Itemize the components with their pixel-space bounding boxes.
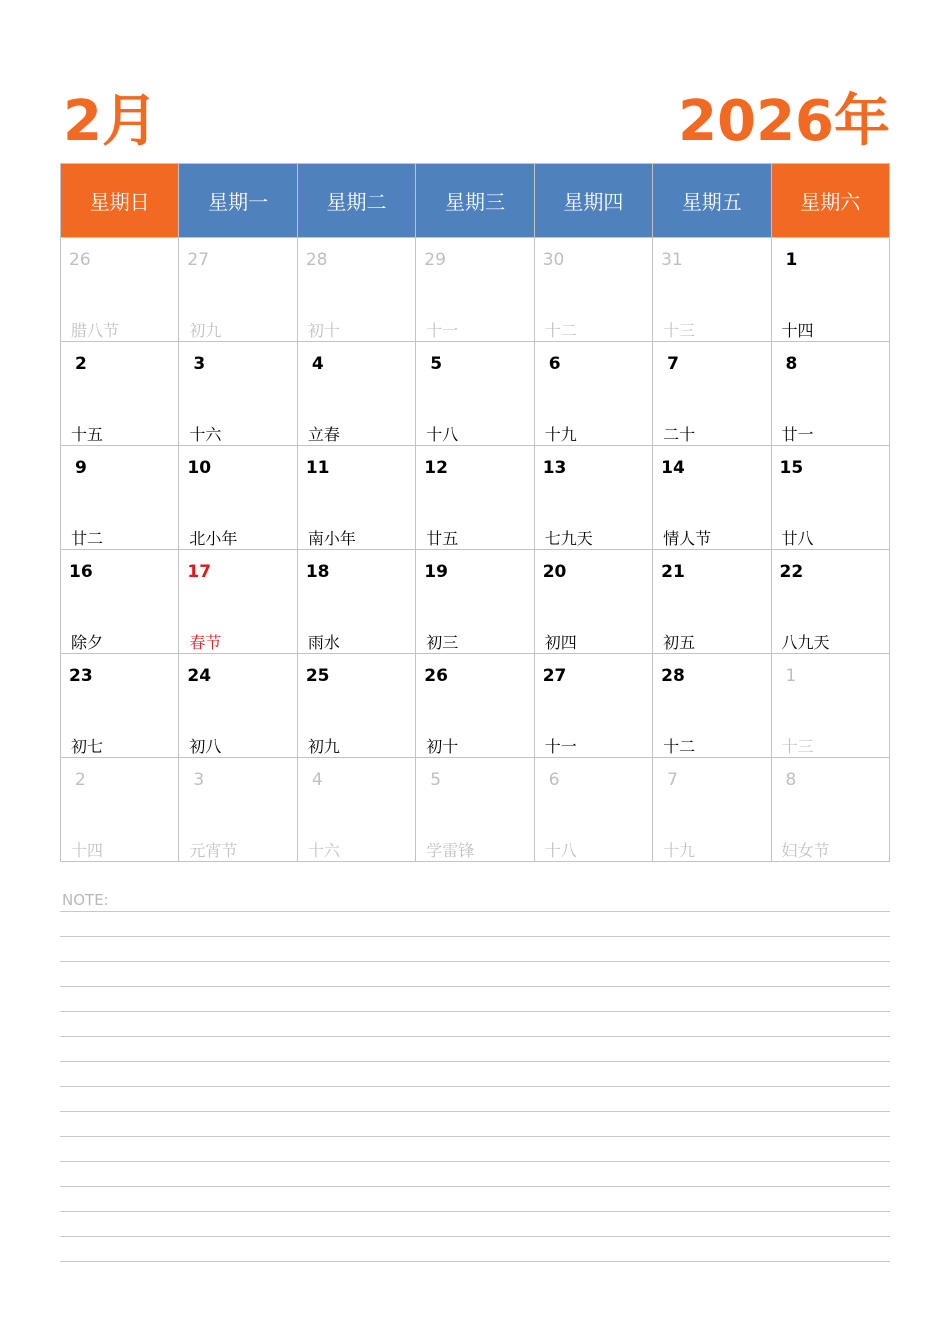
day-cell	[179, 446, 297, 550]
lunar-date: 雨水	[307, 633, 340, 652]
lunar-date: 廿一	[781, 425, 814, 444]
lunar-date: 南小年	[307, 529, 356, 548]
day-number: 7	[667, 770, 678, 790]
lunar-date: 十九	[544, 425, 577, 444]
lunar-date: 初十	[426, 737, 459, 756]
lunar-date: 十八	[544, 841, 577, 860]
day-cell	[534, 758, 652, 862]
lunar-date: 十四	[71, 841, 104, 860]
note-lines	[60, 911, 890, 1286]
lunar-date: 除夕	[71, 633, 104, 652]
day-number: 30	[542, 250, 565, 270]
day-number: 22	[779, 562, 804, 582]
day-cell	[771, 342, 889, 446]
day-number: 27	[187, 250, 210, 270]
lunar-date: 廿五	[426, 529, 459, 548]
lunar-date: 七九天	[544, 529, 593, 548]
day-number: 1	[785, 666, 797, 686]
lunar-date: 十四	[781, 321, 814, 340]
week-row	[61, 758, 890, 862]
lunar-date: 十六	[307, 841, 340, 860]
day-cell	[61, 238, 179, 342]
day-cell	[534, 446, 652, 550]
day-number: 12	[424, 458, 448, 478]
day-cell	[771, 758, 889, 862]
lunar-date: 北小年	[189, 529, 238, 548]
day-number: 17	[187, 562, 212, 582]
lunar-date: 妇女节	[781, 841, 830, 860]
lunar-date: 春节	[189, 633, 222, 652]
day-number: 5	[430, 770, 442, 790]
day-cell	[61, 550, 179, 654]
lunar-date: 初九	[189, 321, 222, 340]
day-cell	[297, 654, 415, 758]
weekday-header-mon: 星期一	[179, 164, 297, 238]
day-number: 29	[424, 250, 446, 270]
day-cell	[179, 238, 297, 342]
note-line	[60, 1236, 890, 1261]
lunar-date: 元宵节	[189, 841, 238, 860]
day-cell	[771, 550, 889, 654]
day-cell	[653, 446, 771, 550]
day-number: 7	[667, 354, 679, 374]
day-cell	[416, 758, 534, 862]
day-number: 2	[75, 770, 86, 790]
lunar-date: 初三	[426, 633, 459, 652]
week-row	[61, 342, 890, 446]
day-number: 24	[187, 666, 212, 686]
day-cell	[771, 654, 889, 758]
day-cell	[297, 446, 415, 550]
day-cell	[653, 654, 771, 758]
day-cell	[61, 758, 179, 862]
day-cell	[297, 342, 415, 446]
note-line	[60, 1186, 890, 1211]
day-number: 16	[69, 562, 93, 582]
lunar-date: 十六	[189, 425, 222, 444]
lunar-date: 初八	[189, 737, 222, 756]
day-number: 19	[424, 562, 448, 582]
week-row	[61, 446, 890, 550]
month-title: 2月	[63, 89, 158, 154]
day-number: 4	[311, 770, 323, 790]
day-cell	[61, 342, 179, 446]
note-line	[60, 1061, 890, 1086]
day-number: 6	[548, 770, 560, 790]
lunar-date: 十二	[663, 737, 696, 756]
lunar-date: 立春	[307, 425, 340, 444]
weekday-header-fri: 星期五	[653, 164, 771, 238]
note-line	[60, 1111, 890, 1136]
day-number: 13	[542, 458, 567, 478]
calendar-page	[60, 0, 890, 1344]
lunar-date: 十三	[781, 737, 814, 756]
lunar-date: 初七	[71, 737, 104, 756]
lunar-date: 学雷锋	[426, 841, 475, 860]
day-cell	[61, 654, 179, 758]
day-number: 8	[785, 354, 798, 374]
year-title: 2026年	[678, 89, 890, 154]
day-number: 27	[542, 666, 567, 686]
lunar-date: 初九	[307, 737, 340, 756]
note-label: NOTE:	[62, 891, 109, 909]
lunar-date: 初五	[663, 633, 696, 652]
note-line	[60, 1086, 890, 1111]
day-number: 4	[311, 354, 324, 374]
note-line	[60, 911, 890, 936]
day-number: 1	[785, 250, 798, 270]
note-line	[60, 986, 890, 1011]
day-cell	[297, 550, 415, 654]
lunar-date: 十一	[544, 737, 577, 756]
day-cell	[534, 654, 652, 758]
day-cell	[179, 550, 297, 654]
day-cell	[416, 654, 534, 758]
day-number: 8	[785, 770, 797, 790]
lunar-date: 十三	[663, 321, 696, 340]
day-number: 11	[305, 458, 330, 478]
day-cell	[534, 238, 652, 342]
day-number: 21	[661, 562, 685, 582]
note-line	[60, 1261, 890, 1286]
day-number: 10	[187, 458, 212, 478]
weekday-header-thu: 星期四	[534, 164, 652, 238]
day-cell	[653, 758, 771, 862]
day-number: 26	[69, 250, 91, 270]
day-cell	[416, 238, 534, 342]
lunar-date: 十一	[426, 321, 459, 340]
day-cell	[416, 446, 534, 550]
weekday-header-sat: 星期六	[771, 164, 889, 238]
lunar-date: 初四	[544, 633, 577, 652]
note-line	[60, 961, 890, 986]
day-cell	[416, 550, 534, 654]
note-line	[60, 1136, 890, 1161]
note-line	[60, 936, 890, 961]
day-number: 25	[305, 666, 330, 686]
day-number: 9	[75, 458, 87, 478]
day-number: 28	[305, 250, 328, 270]
day-cell	[534, 342, 652, 446]
week-row	[61, 654, 890, 758]
day-number: 5	[430, 354, 443, 374]
month-grid	[60, 163, 890, 862]
weekday-header-sun: 星期日	[61, 164, 179, 238]
day-number: 26	[424, 666, 448, 686]
day-cell	[179, 342, 297, 446]
week-row	[61, 550, 890, 654]
day-cell	[534, 550, 652, 654]
lunar-date: 十八	[426, 425, 459, 444]
day-cell	[653, 238, 771, 342]
lunar-date: 十九	[663, 841, 696, 860]
lunar-date: 腊八节	[71, 321, 120, 340]
weekday-header-wed: 星期三	[416, 164, 534, 238]
day-number: 31	[661, 250, 683, 270]
day-cell	[61, 446, 179, 550]
note-line	[60, 1211, 890, 1236]
day-cell	[416, 342, 534, 446]
day-number: 3	[193, 354, 206, 374]
day-number: 15	[779, 458, 804, 478]
day-number: 28	[661, 666, 685, 686]
lunar-date: 情人节	[663, 529, 712, 548]
day-number: 3	[193, 770, 205, 790]
day-number: 23	[69, 666, 93, 686]
day-cell	[297, 758, 415, 862]
lunar-date: 八九天	[781, 633, 830, 652]
lunar-date: 十二	[544, 321, 577, 340]
lunar-date: 二十	[663, 425, 696, 444]
week-row	[61, 238, 890, 342]
note-line	[60, 1161, 890, 1186]
day-number: 14	[661, 458, 685, 478]
note-line	[60, 1036, 890, 1061]
day-cell	[653, 550, 771, 654]
lunar-date: 初十	[307, 321, 340, 340]
weekday-header-tue: 星期二	[297, 164, 415, 238]
lunar-date: 廿八	[781, 529, 814, 548]
day-cell	[771, 446, 889, 550]
day-cell	[297, 238, 415, 342]
weekday-header-row	[61, 164, 890, 238]
day-cell	[653, 342, 771, 446]
day-number: 20	[542, 562, 567, 582]
day-number: 2	[75, 354, 87, 374]
day-cell	[179, 758, 297, 862]
lunar-date: 廿二	[71, 529, 104, 548]
note-line	[60, 1011, 890, 1036]
day-number: 18	[305, 562, 330, 582]
lunar-date: 十五	[71, 425, 104, 444]
day-number: 6	[548, 354, 561, 374]
day-cell	[771, 238, 889, 342]
day-cell	[179, 654, 297, 758]
